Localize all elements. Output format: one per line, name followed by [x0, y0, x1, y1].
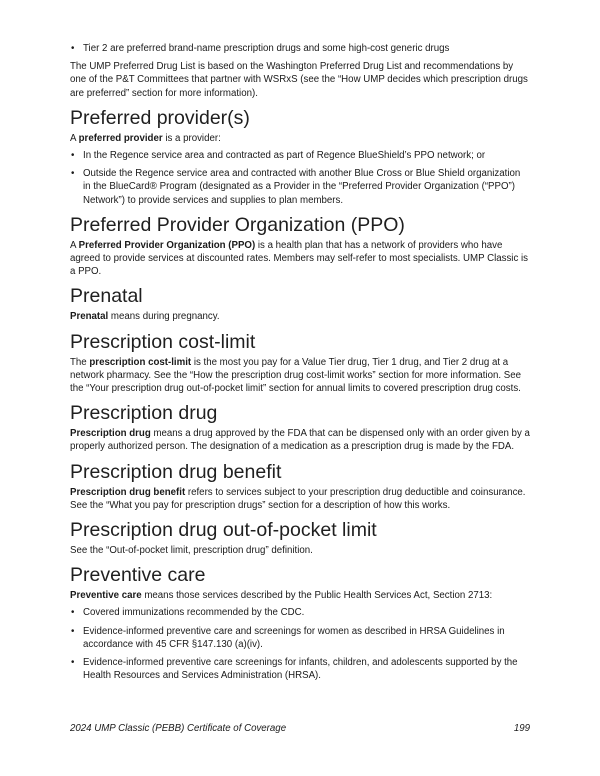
definition-drug-benefit: Prescription drug benefit refers to services subject to your prescription drug deductible and coinsurance. See the “What you pay for prescription drugs” section for a description of how this works.	[70, 486, 526, 511]
definition-ppo: A Preferred Provider Organization (PPO) is a health plan that has a network of providers who have agreed to provide services at discounted rates. Members may self-refer to most specialists. UMP Classic is a PPO.	[70, 239, 528, 278]
definition-prescription-drug: Prescription drug means a drug approved by the FDA that can be dispensed only with an order given by a properly authorized person. The designation of a medication as a prescription drug is made by the FDA.	[70, 428, 530, 453]
page-footer	[70, 723, 530, 734]
definition-preventive-care: Preventive care means those services described by the Public Health Services Act, Section 2713:	[70, 590, 493, 602]
heading-drug-benefit: Prescription drug benefit	[70, 460, 282, 483]
definition-cost-limit: The prescription cost-limit is the most you pay for a Value Tier drug, Tier 1 drug, and Tier 2 drug at a network pharmacy. See the “How the prescription drug cost-limit works” section for more information. See the “Your prescription drug out-of-pocket limit” section for annual limits to covered prescription drug costs.	[70, 356, 522, 395]
list-item: • Evidence-informed preventive care screenings for infants, children, and adolescents supported by the Health Resources and Services Administration (HRSA).	[70, 656, 530, 682]
heading-preventive-care: Preventive care	[70, 564, 206, 587]
heading-oop-limit: Prescription drug out-of-pocket limit	[70, 519, 377, 542]
definition-prenatal: Prenatal means during pregnancy.	[70, 311, 220, 323]
heading-prenatal: Prenatal	[70, 285, 143, 308]
list-item: • Tier 2 are preferred brand-name prescription drugs and some high-cost generic drugs	[70, 42, 530, 55]
document-body	[70, 42, 530, 687]
heading-prescription-drug: Prescription drug	[70, 402, 218, 425]
intro-paragraph: The UMP Preferred Drug List is based on the Washington Preferred Drug List and recommendations by one of the P&T Committees that partner with WSRxS (see the “How UMP decides which prescription drugs are preferred” section for more information).	[70, 61, 528, 99]
list-item: • In the Regence service area and contracted as part of Regence BlueShield’s PPO network; or	[70, 149, 530, 162]
preventive-care-list	[70, 606, 530, 682]
preferred-provider-list	[70, 149, 530, 207]
heading-ppo: Preferred Provider Organization (PPO)	[70, 213, 405, 236]
top-bullet-list	[70, 42, 530, 55]
footer-title: 2024 UMP Classic (PEBB) Certificate of Coverage	[70, 723, 287, 734]
heading-cost-limit: Prescription cost-limit	[70, 330, 256, 353]
list-item: • Covered immunizations recommended by the CDC.	[70, 606, 530, 619]
definition-preferred-provider: A preferred provider is a provider:	[70, 132, 221, 144]
list-item: • Outside the Regence service area and contracted with another Blue Cross or Blue Shield organization in the BlueCard® Program (designated as a Provider in the “Preferred Provider Organization (“PPO”) Network”) to provide services and supplies to plan members.	[70, 167, 530, 207]
page-number: 199	[513, 723, 530, 734]
list-item: • Evidence-informed preventive care and screenings for women as described in HRSA Guidelines in accordance with 45 CFR §147.130 (a)(iv).	[70, 625, 530, 651]
heading-preferred-provider: Preferred provider(s)	[70, 106, 250, 129]
definition-oop-limit: See the “Out-of-pocket limit, prescription drug” definition.	[70, 545, 313, 557]
